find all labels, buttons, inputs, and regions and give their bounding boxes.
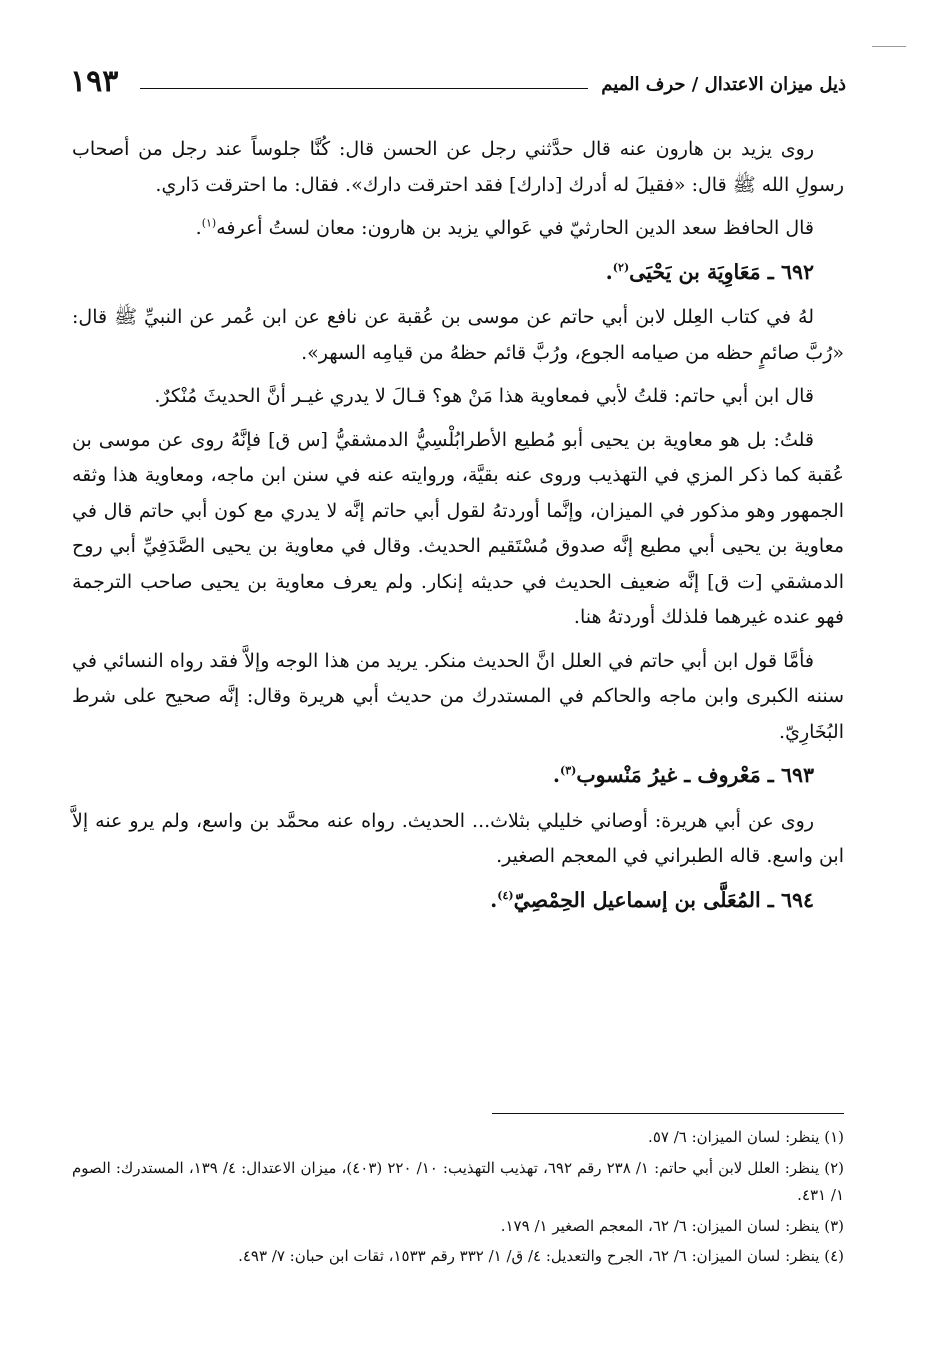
header-rule (140, 88, 588, 89)
paragraph-text: قال الحافظ سعد الدين الحارثيّ في عَوالي يزيد بن هارون: معان لستُ أعرفه (216, 217, 814, 239)
entry-title: ٦٩٢ ـ مَعَاوِيَة بن يَحْيَى (629, 259, 814, 284)
paragraph: قال ابن أبي حاتم: قلتُ لأبي فمعاوية هذا مَنْ هو؟ قـالَ لا يدري غيـر أنَّ الحديثَ مُنْكرٌ. (154, 385, 814, 407)
header-title: ذيل ميزان الاعتدال / حرف الميم (601, 74, 846, 95)
paragraph: لهُ في كتاب العِلل لابن أبي حاتم عن موسى بن عُقبة عن نافع عن ابن عُمر عن النبيِّ ﷺ قال: «رُبَّ صائمٍ حظه من صيامه الجوع، ورُبَّ قائم حظهُ من قيامِه السهر». (72, 306, 844, 364)
entry-heading-693: ٦٩٣ ـ مَعْروف ـ غيرُ مَنْسوب$^{(٣)}$. (552, 763, 814, 787)
entry-heading-694: ٦٩٤ ـ المُعَلَّى بن إسماعيل الحِمْصِيّ$^{(٤)}$. (490, 887, 814, 912)
paragraph: قلتُ: بل هو معاوية بن يحيى أبو مُطيع الأطرابُلْسِيُّ الدمشقيُّ [س ق] فإنَّهُ روى عن موسى بن عُقبة كما ذكر المزي في التهذيب وروى عنه بقيَّة، وروايته عنه في سنن ابن ماجه، ومعاوية هذا وثقه الجمهور وهو مذكور في الميزان، وإنَّما أوردتهُ لقول أبي حاتم إنَّه لا يدري مع كون أبي حاتم قال في معاوية بن يحيى أبي مطيع إنَّه صدوق مُسْتَقيم الحديث. وقال في معاوية بن يحيى الصَّدَفِيِّ أبي روح الدمشقي [ت ق] إنَّه ضعيف الحديث في حديثه إنكار. ولم يعرف معاوية بن يحيى صاحب الترجمة فهو عنده غيرهما فلذلك أوردتهُ هنا. (72, 428, 844, 628)
footnote-rule (492, 1113, 844, 1114)
footnotes (72, 1124, 844, 1274)
footnote: (٤) ينظر: لسان الميزان: ٦/ ٦٢، الجرح والتعديل: ٤/ ق/ ١/ ٣٣٢ رقم ١٥٣٣، ثقات ابن حبان: ٧/ ٤٩٣. (238, 1247, 844, 1265)
entry-heading-692: ٦٩٢ ـ مَعَاوِيَة بن يَحْيَى$^{(٢)}$. (605, 259, 814, 284)
main-text (72, 132, 844, 928)
footnote-ref: (٤) (497, 888, 514, 902)
footnote-ref: (٢) (612, 260, 630, 274)
corner-mark (872, 46, 906, 47)
footnote-ref: (١) (201, 216, 217, 230)
paragraph: روى عن أبي هريرة: أوصاني خليلي بثلاث... الحديث. رواه عنه محمَّد بن واسع، ولم يرو عنه إلاَّ ابن واسع. قاله الطبراني في المعجم الصغير. (72, 809, 844, 867)
paragraph: روى يزيد بن هارون عنه قال حدَّثني رجل عن الحسن قال: كُنَّا جلوساً عند رجل من أصحاب رسولِ الله ﷺ قال: «فقيلَ له أدرك [دارك] فقد احترقت دارك». فقال: ما احترقت دَاري. (72, 138, 844, 196)
footnote: (٣) ينظر: لسان الميزان: ٦/ ٦٢، المعجم الصغير ١/ ١٧٩. (500, 1216, 844, 1235)
paragraph: قال الحافظ سعد الدين الحارثيّ في عَوالي يزيد بن هارون: معان لستُ أعرفه$^{(١)}$. (195, 216, 814, 239)
footnote: (١) ينظر: لسان الميزان: ٦/ ٥٧. (648, 1128, 844, 1146)
footnote-ref: (٣) (560, 764, 577, 778)
paragraph: فأمَّا قول ابن أبي حاتم في العلل انَّ الحديث منكر. يريد من هذا الوجه وإلاَّ فقد رواه النسائي في سننه الكبرى وابن ماجه والحاكم في المستدرك من حديث أبي هريرة وقال: إنَّه صحيح على شرط البُخَارِيّ. (72, 649, 844, 743)
entry-title: ٦٩٣ ـ مَعْروف ـ غيرُ مَنْسوب (576, 763, 814, 787)
page-number: ١٩٣ (70, 64, 119, 99)
entry-title: ٦٩٤ ـ المُعَلَّى بن إسماعيل الحِمْصِيّ (513, 887, 814, 912)
running-header (70, 64, 846, 104)
footnote: (٢) ينظر: العلل لابن أبي حاتم: ١/ ٢٣٨ رقم ٦٩٢، تهذيب التهذيب: ١٠/ ٢٢٠ (٤٠٣)، ميزان الاعتدال: ٤/ ١٣٩، المستدرك: الصوم ١/ ٤٣١. (72, 1158, 844, 1204)
